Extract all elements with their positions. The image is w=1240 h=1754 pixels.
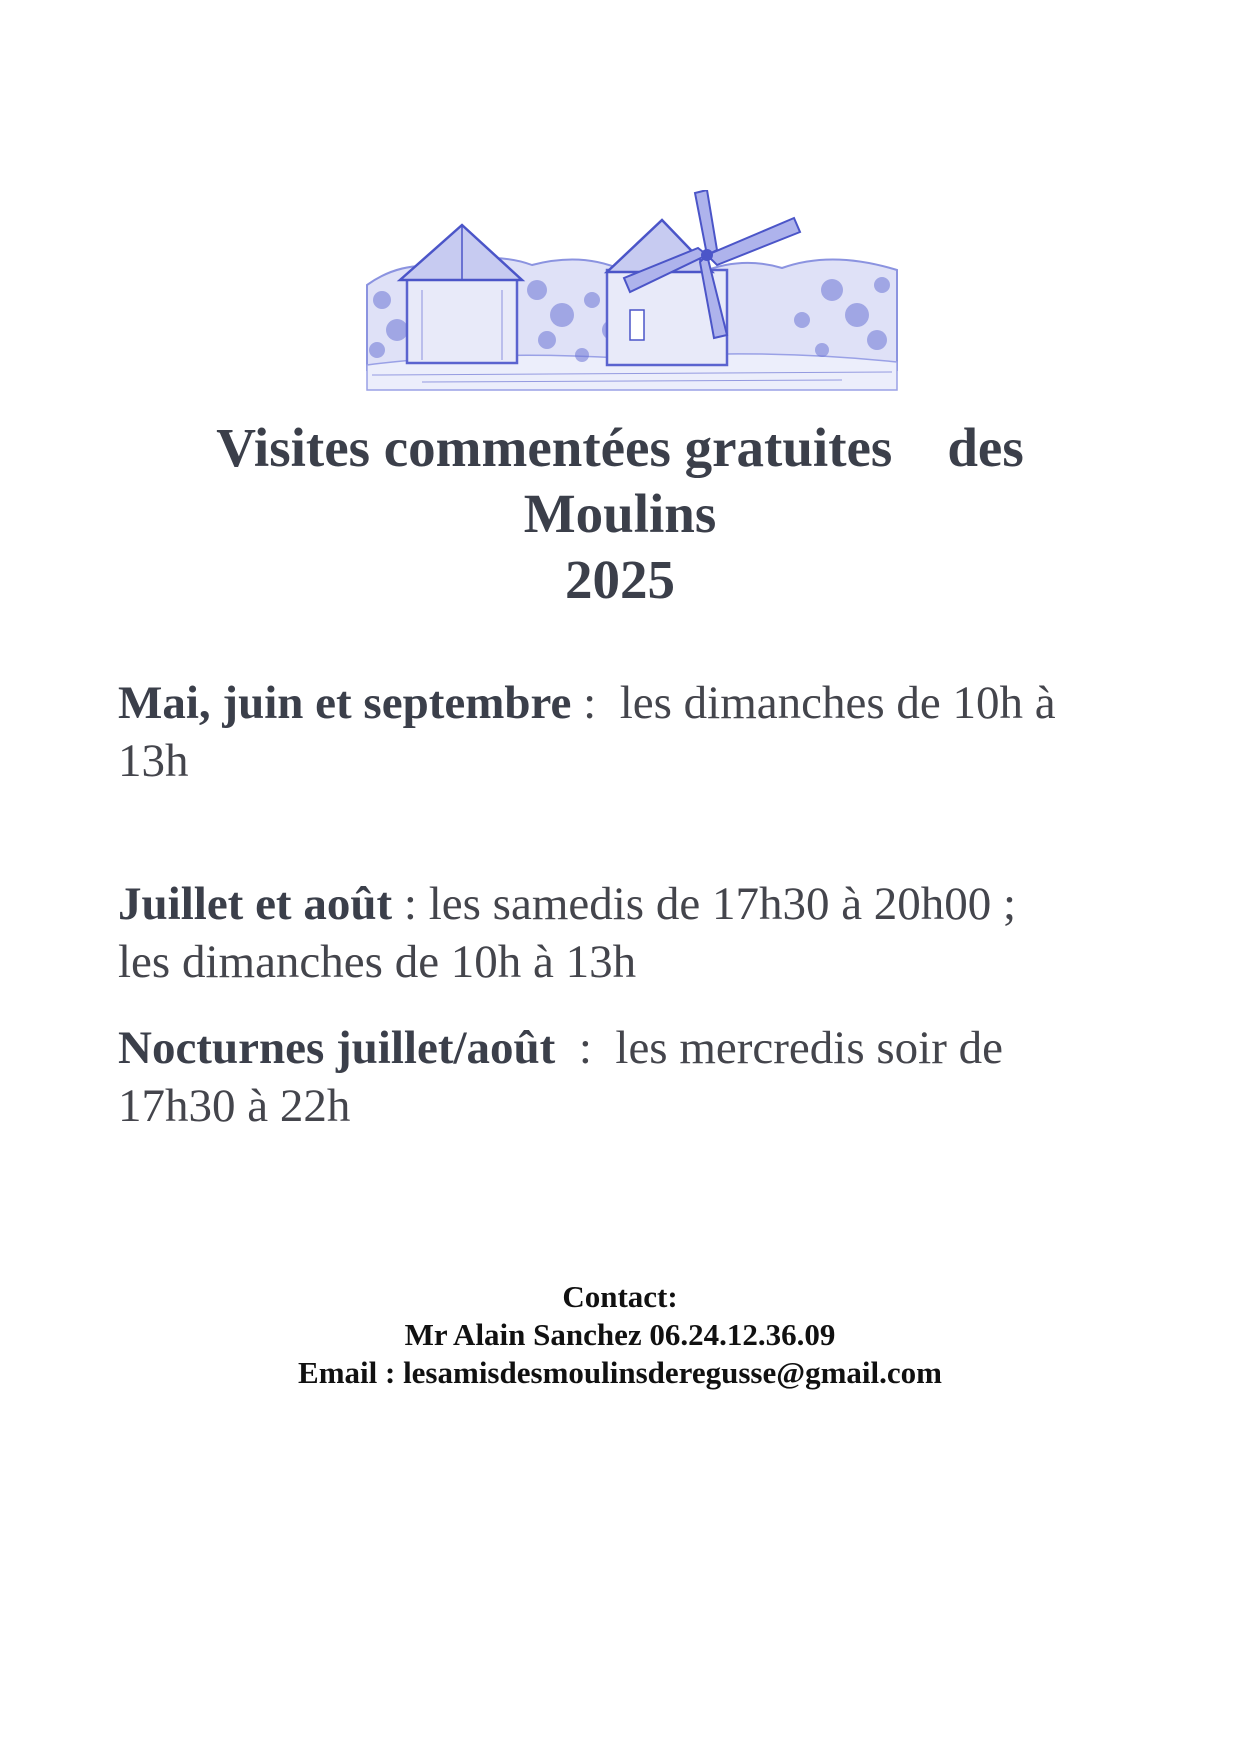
left-windmill-icon xyxy=(400,225,522,363)
schedule-night-visits xyxy=(118,1019,1158,1135)
schedule-period: Nocturnes juillet/août xyxy=(118,1022,556,1074)
title-line-1: Visites commentées gratuites des xyxy=(216,417,1024,478)
schedule-hours: les dimanches de 10h à xyxy=(619,677,1056,729)
schedule-separator: : xyxy=(555,1022,616,1074)
schedule-july-august xyxy=(118,875,1158,991)
schedule-hours: les samedis de 17h30 à 20h00 ; xyxy=(428,878,1017,930)
schedule-separator: : xyxy=(571,677,620,729)
page-title xyxy=(0,415,1240,613)
contact-block xyxy=(0,1278,1240,1392)
schedule-hours-continued: 17h30 à 22h xyxy=(118,1080,351,1132)
title-year: 2025 xyxy=(565,549,675,610)
title-line-2: Moulins xyxy=(523,483,717,544)
schedule-hours-continued: les dimanches de 10h à 13h xyxy=(118,936,637,988)
contact-email: Email : lesamisdesmoulinsderegusse@gmail.com xyxy=(298,1355,942,1390)
windmills-sketch-illustration xyxy=(362,190,902,395)
schedule-hours: les mercredis soir de xyxy=(615,1022,1004,1074)
contact-heading: Contact: xyxy=(562,1279,678,1314)
schedule-period: Mai, juin et septembre xyxy=(118,677,572,729)
schedule-hours-continued: 13h xyxy=(118,735,189,787)
schedule-separator: : xyxy=(392,878,429,930)
schedule-may-june-september xyxy=(118,674,1158,790)
contact-person-phone: Mr Alain Sanchez 06.24.12.36.09 xyxy=(404,1317,836,1352)
schedule-period: Juillet et août xyxy=(118,878,393,930)
